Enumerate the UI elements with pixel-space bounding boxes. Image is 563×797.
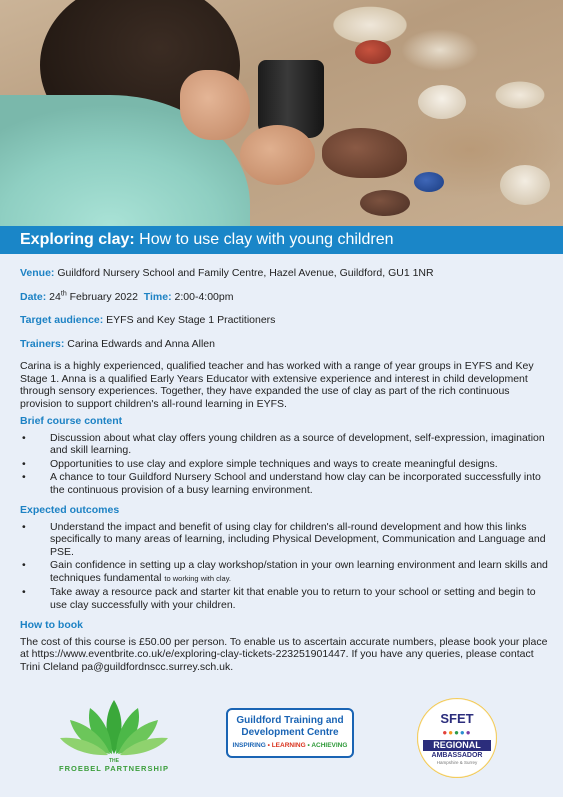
time-label: Time: bbox=[143, 290, 172, 303]
audience-label: Target audience: bbox=[20, 314, 104, 326]
sfet-badge bbox=[417, 698, 497, 778]
trainers-line bbox=[20, 338, 548, 351]
list-item: • Understand the impact and benefit of using clay for children's all-round development and how this links specifically to many areas of learning, including Physical Development, Communication and Language and PSE. bbox=[20, 521, 548, 559]
page-title bbox=[0, 226, 563, 254]
list-item bbox=[20, 559, 548, 585]
sfet-title: SFET bbox=[440, 711, 474, 726]
red-clay bbox=[355, 40, 391, 64]
clay-piece bbox=[360, 190, 410, 216]
froebel-logo bbox=[54, 696, 174, 786]
sfet-dots-icon: ●●●●● bbox=[442, 728, 472, 737]
froebel-name: FROEBEL PARTNERSHIP bbox=[59, 764, 169, 773]
brief-list bbox=[20, 432, 548, 497]
gtdc-sub-2: LEARNING bbox=[271, 742, 306, 749]
intro-paragraph: Carina is a highly experienced, qualified teacher and has worked with a range of year groups in EYFS and Key Stage 1. Anna is a qualified Early Years Educator with extensive experience and interest in child development through sensory experiences. Together, they have expanded the use of clay as part of the rich continuous provision to support children's all-round learning in EYFS. bbox=[20, 360, 534, 410]
brief-heading: Brief course content bbox=[20, 415, 123, 427]
list-item: • Opportunities to use clay and explore simple techniques and ways to create meaningful designs. bbox=[20, 458, 548, 471]
list-item: • Discussion about what clay offers young children as a source of development, self-expression, imagination and skill learning. bbox=[20, 432, 548, 457]
outcome-2-main: Gain confidence in setting up a clay workshop/station in your own learning environment and learn skills and techniques fundamental bbox=[50, 559, 548, 584]
booking-heading: How to book bbox=[20, 619, 83, 631]
logo-row bbox=[0, 690, 563, 797]
date-line bbox=[20, 291, 548, 304]
gtdc-sub-3: ACHIEVING bbox=[311, 742, 348, 749]
time-value: 2:00-4:00pm bbox=[171, 290, 234, 303]
gtdc-sub-1: INSPIRING bbox=[232, 742, 266, 749]
shell bbox=[500, 165, 550, 205]
sfet-area: Hampshire & Surrey bbox=[436, 760, 478, 765]
main-content bbox=[20, 256, 548, 673]
outcomes-heading: Expected outcomes bbox=[20, 504, 120, 516]
outcome-2-small: to working with clay. bbox=[164, 573, 231, 583]
title-rest: How to use clay with young children bbox=[134, 231, 394, 248]
booking-text: The cost of this course is £50.00 per person. To enable us to ascertain accurate numbers, please book your place at https://www.eventbrite.co.uk/e/exploring-clay-tickets-223251901447. If you have any queries, please contact Trini Cleland pa@guildfordnscc.surrey.sch.uk. bbox=[20, 635, 548, 673]
date-sup: th bbox=[60, 290, 67, 297]
sfet-region: REGIONAL bbox=[423, 740, 491, 751]
sfet-ambassador: AMBASSADOR bbox=[431, 752, 483, 759]
date-rest: February 2022 bbox=[66, 290, 138, 303]
date-day: 24 bbox=[46, 290, 61, 303]
venue-value: Guildford Nursery School and Family Centre, Hazel Avenue, Guildford, GU1 1NR bbox=[54, 267, 434, 279]
outcomes-list bbox=[20, 521, 548, 612]
lotus-icon bbox=[54, 696, 174, 758]
child-face bbox=[180, 70, 250, 140]
gtdc-title: Guildford Training and Development Centre bbox=[236, 715, 344, 738]
title-bold: Exploring clay: bbox=[20, 231, 135, 248]
gtdc-logo bbox=[226, 708, 354, 758]
shell bbox=[418, 85, 466, 119]
froebel-small: THE bbox=[109, 758, 119, 764]
audience-line bbox=[20, 314, 548, 327]
trainers-label: Trainers: bbox=[20, 337, 65, 350]
blue-lid bbox=[414, 172, 444, 192]
list-item: • Take away a resource pack and starter kit that enable you to return to your school or setting and begin to use clay successfully with your children. bbox=[20, 586, 548, 611]
venue-line bbox=[20, 267, 548, 280]
trainers-value: Carina Edwards and Anna Allen bbox=[64, 337, 215, 350]
date-label: Date: bbox=[20, 290, 47, 303]
froebel-text bbox=[54, 758, 174, 773]
child-hand bbox=[240, 125, 315, 185]
gtdc-tagline: INSPIRING • LEARNING • ACHIEVING bbox=[232, 742, 348, 749]
list-item: • A chance to tour Guildford Nursery School and understand how clay can be incorporated successfully into the continuous provision of a busy learning environment. bbox=[20, 471, 548, 496]
venue-label: Venue: bbox=[20, 267, 55, 279]
clay-piece bbox=[322, 128, 407, 178]
audience-value: EYFS and Key Stage 1 Practitioners bbox=[103, 314, 276, 326]
header-photo bbox=[0, 0, 563, 226]
